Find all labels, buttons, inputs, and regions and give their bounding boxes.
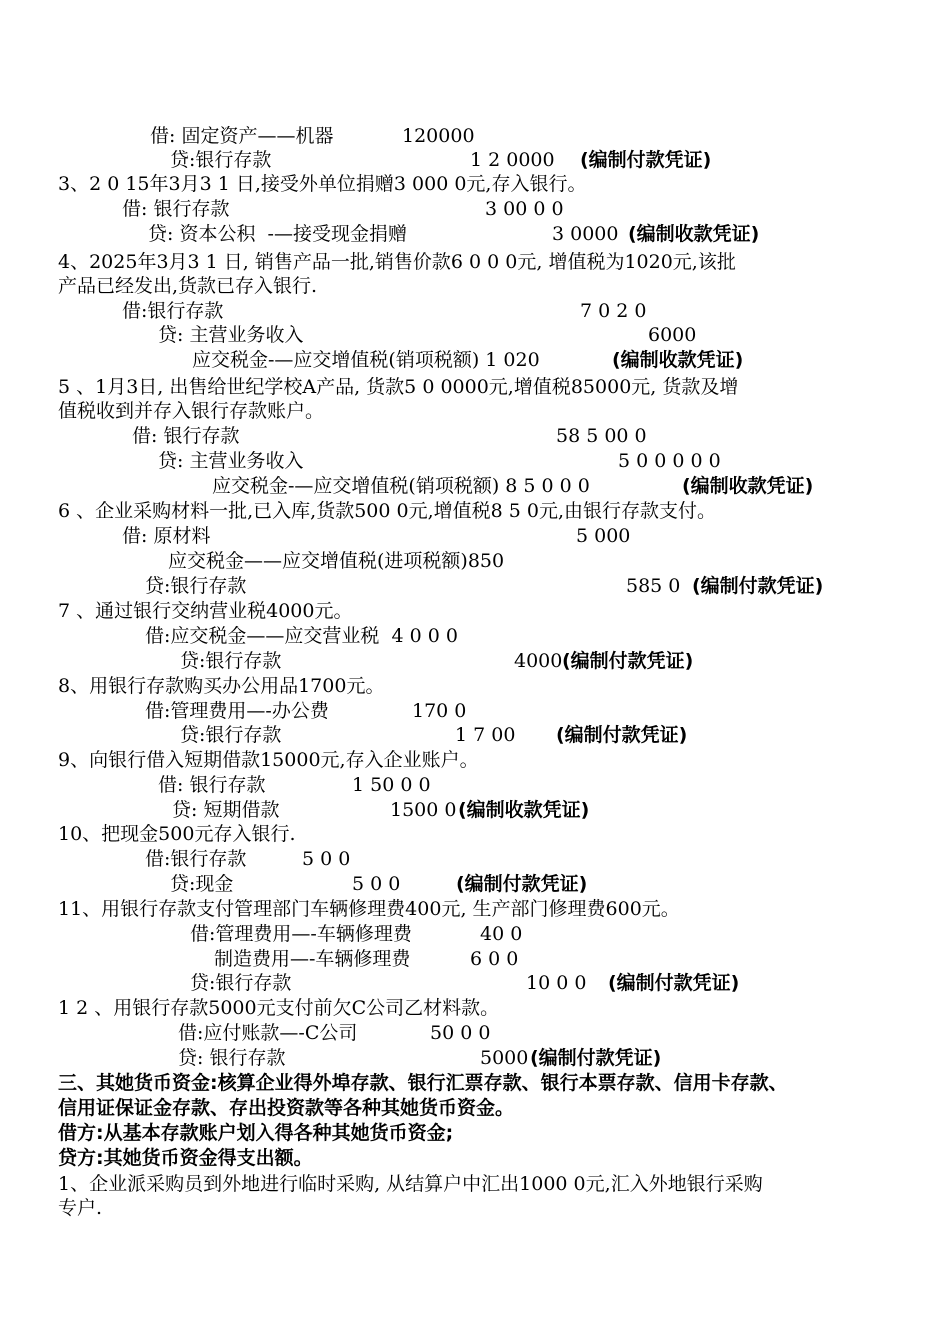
amount: 3 00 0 0 [485, 198, 564, 220]
voucher-note: (编制收款凭证) [612, 349, 744, 371]
entry-line: 贷:银行存款 [180, 650, 282, 672]
amount: 10 0 0 [526, 972, 587, 994]
voucher-note: (编制付款凭证) [608, 972, 740, 994]
amount: 585 0 [626, 575, 681, 597]
amount: 5 0 0 0 0 0 [618, 450, 721, 472]
entry-line: 借:银行存款 [122, 300, 224, 322]
amount: 7 0 2 0 [580, 300, 647, 322]
debit-rule: 借方:从基本存款账户划入得各种其她货币资金; [58, 1122, 454, 1144]
amount: 5 0 0 [352, 873, 401, 895]
amount: 40 0 [480, 923, 523, 945]
entry-line: 借:管理费用—-车辆修理费 [190, 923, 412, 945]
entry-line: 贷: 银行存款 [178, 1047, 286, 1069]
entry-line: 贷: 主营业务收入 [158, 450, 304, 472]
item-text: 11、用银行存款支付管理部门车辆修理费400元, 生产部门修理费600元。 [58, 898, 680, 920]
voucher-note: (编制收款凭证) [628, 223, 760, 245]
section-text: 信用证保证金存款、存出投资款等各种其她货币资金。 [58, 1097, 515, 1119]
section-heading: 三、其她货币资金:核算企业得外埠存款、银行汇票存款、银行本票存款、信用卡存款、 [58, 1072, 788, 1094]
amount: 1 2 0000 [470, 149, 555, 171]
voucher-note: (编制付款凭证) [556, 724, 688, 746]
entry-line: 借: 固定资产——机器 [150, 125, 334, 147]
voucher-note: (编制付款凭证) [530, 1047, 662, 1069]
item-text: 9、向银行借入短期借款15000元,存入企业账户。 [58, 749, 479, 771]
item-text: 5 、1月3日, 出售给世纪学校A产品, 货款5 0 0000元,增值税85000元, 货款及增 [58, 376, 739, 398]
amount: 120000 [402, 125, 475, 147]
amount: 1 50 0 0 [352, 774, 431, 796]
entry-line: 贷: 短期借款 [172, 799, 280, 821]
amount: 170 0 [412, 700, 467, 722]
item-text: 4、2025年3月3 1 日, 销售产品一批,销售价款6 0 0 0元, 增值税为1020元,该批 [58, 251, 736, 273]
item-text: 1、企业派采购员到外地进行临时采购, 从结算户中汇出1000 0元,汇入外地银行采购 [58, 1173, 763, 1195]
voucher-note: (编制付款凭证) [692, 575, 824, 597]
item-text: 1 2 、用银行存款5000元支付前欠C公司乙材料款。 [58, 997, 500, 1019]
amount: 1500 0 [390, 799, 457, 821]
amount: 5 0 0 [302, 848, 351, 870]
item-text: 6 、企业采购材料一批,已入库,货款500 0元,增值税8 5 0元,由银行存款支付。 [58, 500, 717, 522]
amount: 50 0 0 [430, 1022, 491, 1044]
entry-line: 应交税金——应交增值税(进项税额)850 [168, 550, 505, 572]
entry-line: 贷:银行存款 [145, 575, 247, 597]
entry-line: 借:应付账款—-C公司 [178, 1022, 358, 1044]
amount: 1 7 00 [455, 724, 516, 746]
entry-line: 贷:银行存款 [170, 149, 272, 171]
amount: 5 000 [576, 525, 631, 547]
entry-line: 应交税金-—应交增值税(销项税额) 1 020 [192, 349, 540, 371]
entry-line: 应交税金-—应交增值税(销项税额) 8 5 0 0 0 [212, 475, 590, 497]
item-text: 10、把现金500元存入银行. [58, 823, 296, 845]
item-text: 专户. [58, 1197, 103, 1219]
item-text: 3、2 0 15年3月3 1 日,接受外单位捐赠3 000 0元,存入银行。 [58, 173, 587, 195]
credit-rule: 贷方:其她货币资金得支出额。 [58, 1147, 313, 1169]
entry-line: 制造费用—-车辆修理费 [214, 948, 411, 970]
voucher-note: (编制收款凭证) [458, 799, 590, 821]
amount: 3 0000 [552, 223, 619, 245]
entry-line: 贷:银行存款 [180, 724, 282, 746]
entry-line: 借:管理费用—-办公费 [145, 700, 329, 722]
amount: 6 0 0 [470, 948, 519, 970]
voucher-note: (编制付款凭证) [580, 149, 712, 171]
entry-line: 贷:现金 [170, 873, 234, 895]
voucher-note: (编制付款凭证) [456, 873, 588, 895]
entry-line: 贷: 资本公积 -—接受现金捐赠 [148, 223, 407, 245]
voucher-note: (编制付款凭证) [562, 650, 694, 672]
amount: 6000 [648, 324, 697, 346]
entry-line: 贷:银行存款 [190, 972, 292, 994]
entry-line: 借:应交税金——应交营业税 4 0 0 0 [145, 625, 458, 647]
item-text: 值税收到并存入银行存款账户。 [58, 400, 325, 422]
entry-line: 借:银行存款 [145, 848, 247, 870]
amount: 5000 [480, 1047, 529, 1069]
entry-line: 借: 银行存款 [158, 774, 266, 796]
entry-line: 借: 原材料 [122, 525, 211, 547]
item-text: 8、用银行存款购买办公用品1700元。 [58, 675, 385, 697]
item-text: 7 、通过银行交纳营业税4000元。 [58, 600, 353, 622]
voucher-note: (编制收款凭证) [682, 475, 814, 497]
amount: 58 5 00 0 [556, 425, 647, 447]
entry-line: 借: 银行存款 [122, 198, 230, 220]
entry-line: 借: 银行存款 [132, 425, 240, 447]
item-text: 产品已经发出,货款已存入银行. [58, 275, 318, 297]
amount: 4000 [514, 650, 563, 672]
entry-line: 贷: 主营业务收入 [158, 324, 304, 346]
